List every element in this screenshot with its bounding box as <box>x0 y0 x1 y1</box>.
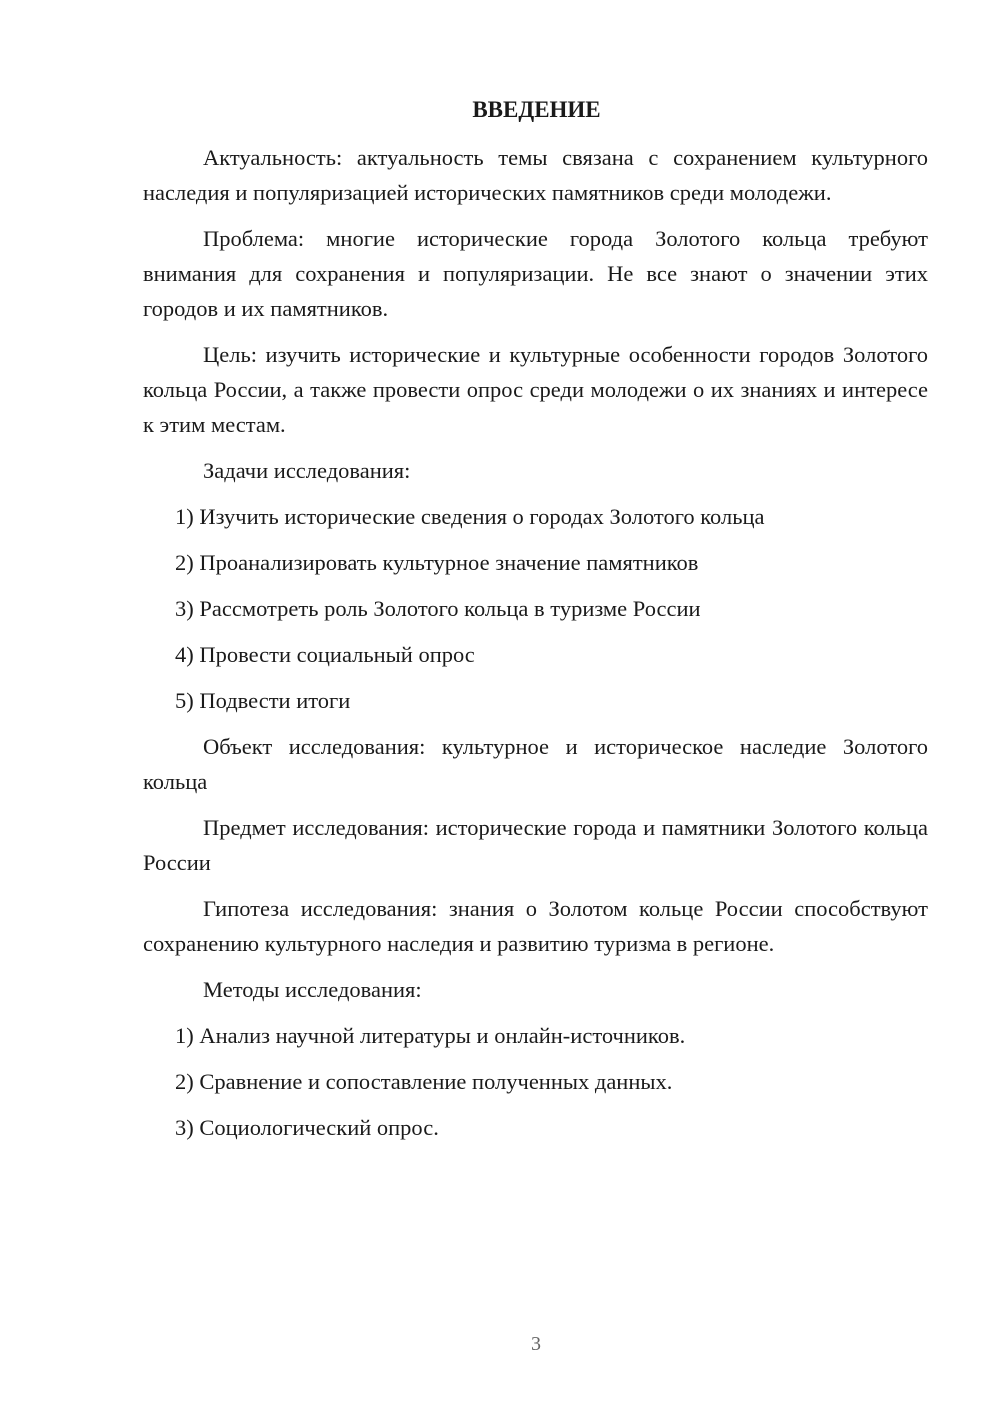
list-item: 4) Провести социальный опрос <box>175 642 475 667</box>
page-title: ВВЕДЕНИЕ <box>472 97 601 122</box>
page-number: 3 <box>531 1333 541 1355</box>
goal-paragraph: Цель: изучить исторические и культурные особенности городов Золотого кольца России, а также провести опрос среди молодежи о их знаниях и интересе к этим местам. <box>143 342 928 437</box>
list-item: 3) Социологический опрос. <box>175 1115 439 1140</box>
list-item: 5) Подвести итоги <box>175 688 351 713</box>
document-page <box>143 92 928 1156</box>
methods-heading: Методы исследования: <box>203 977 422 1002</box>
list-item: 3) Рассмотреть роль Золотого кольца в туризме России <box>175 596 701 621</box>
object-paragraph: Объект исследования: культурное и историческое наследие Золотого кольца <box>143 734 928 794</box>
methods-list <box>143 1018 928 1145</box>
list-item: 1) Изучить исторические сведения о городах Золотого кольца <box>175 504 765 529</box>
subject-paragraph: Предмет исследования: исторические города и памятники Золотого кольца России <box>143 815 928 875</box>
list-item: 1) Анализ научной литературы и онлайн-источников. <box>175 1023 686 1048</box>
list-item: 2) Проанализировать культурное значение памятников <box>175 550 699 575</box>
hypothesis-paragraph: Гипотеза исследования: знания о Золотом кольце России способствуют сохранению культурного наследия и развитию туризма в регионе. <box>143 896 928 956</box>
tasks-list <box>143 499 928 718</box>
tasks-heading: Задачи исследования: <box>203 458 411 483</box>
list-item: 2) Сравнение и сопоставление полученных данных. <box>175 1069 673 1094</box>
relevance-paragraph: Актуальность: актуальность темы связана с сохранением культурного наследия и популяризацией исторических памятников среди молодежи. <box>143 145 928 205</box>
problem-paragraph: Проблема: многие исторические города Золотого кольца требуют внимания для сохранения и популяризации. Не все знают о значении этих городов и их памятников. <box>143 226 928 321</box>
